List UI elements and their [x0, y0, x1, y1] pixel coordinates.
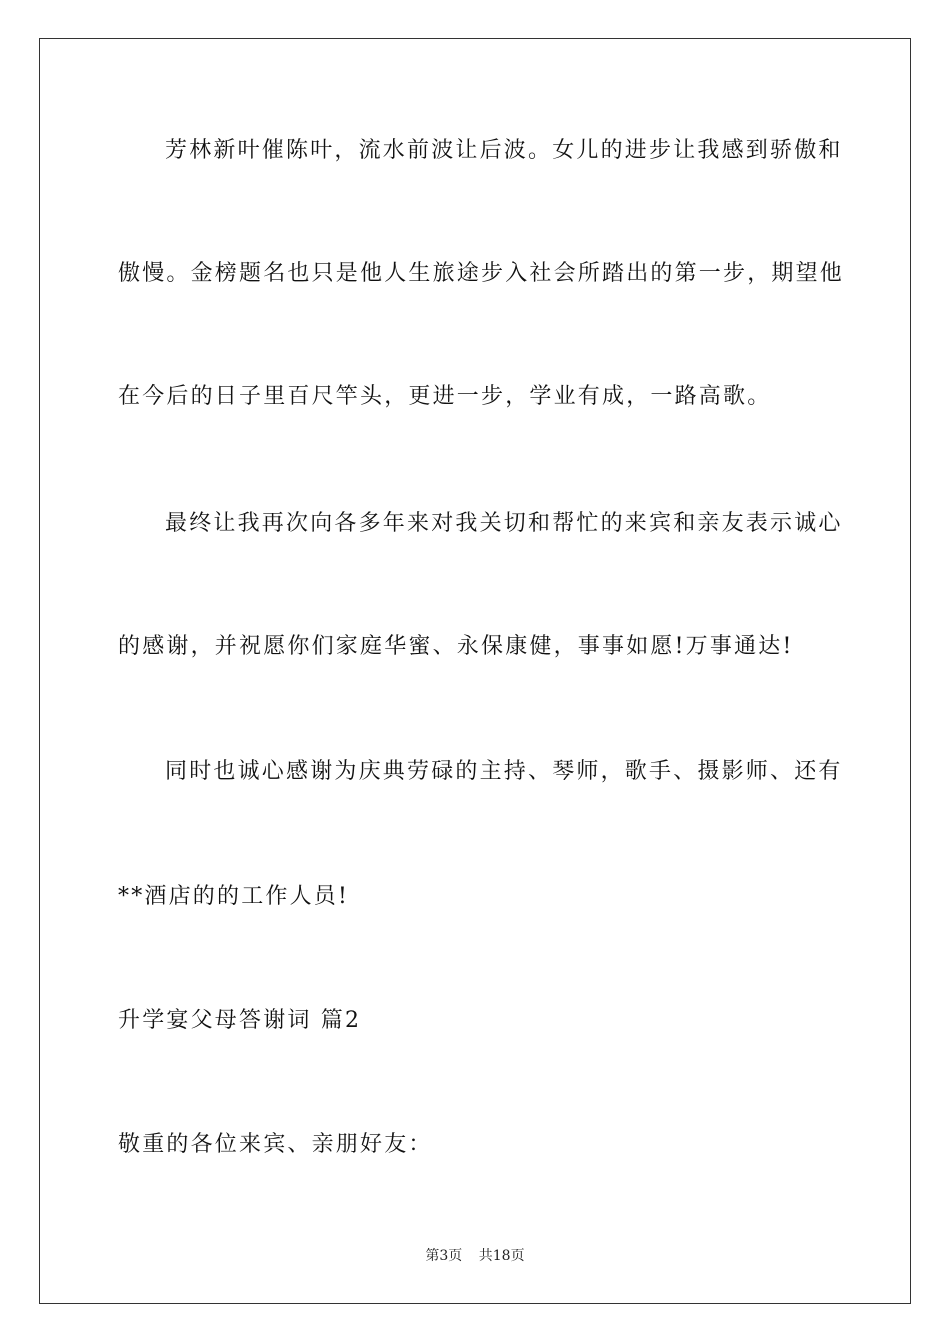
page-frame — [39, 38, 911, 1304]
paragraph-line-1: 芳林新叶催陈叶，流水前波让后波。女儿的进步让我感到骄傲和 — [165, 138, 843, 163]
paragraph-line-4: 最终让我再次向各多年来对我关切和帮忙的来宾和亲友表示诚心 — [165, 511, 843, 536]
paragraph-line-3: 在今后的日子里百尺竿头，更进一步，学业有成，一路高歌。 — [118, 384, 772, 409]
salutation-line: 敬重的各位来宾、亲朋好友： — [118, 1132, 433, 1157]
page-footer — [0, 1246, 950, 1266]
paragraph-line-2: 傲慢。金榜题名也只是他人生旅途步入社会所踏出的第一步，期望他 — [118, 261, 845, 286]
paragraph-line-5: 的感谢，并祝愿你们家庭华蜜、永保康健，事事如愿!万事通达! — [118, 634, 794, 659]
paragraph-line-6: 同时也诚心感谢为庆典劳碌的主持、琴师，歌手、摄影师、还有 — [165, 759, 843, 784]
page-total: 共18页 — [478, 1248, 525, 1264]
page-number: 第3页 — [425, 1248, 463, 1264]
section-heading: 升学宴父母答谢词 篇2 — [118, 1008, 362, 1033]
paragraph-line-7: **酒店的的工作人员! — [118, 884, 350, 909]
